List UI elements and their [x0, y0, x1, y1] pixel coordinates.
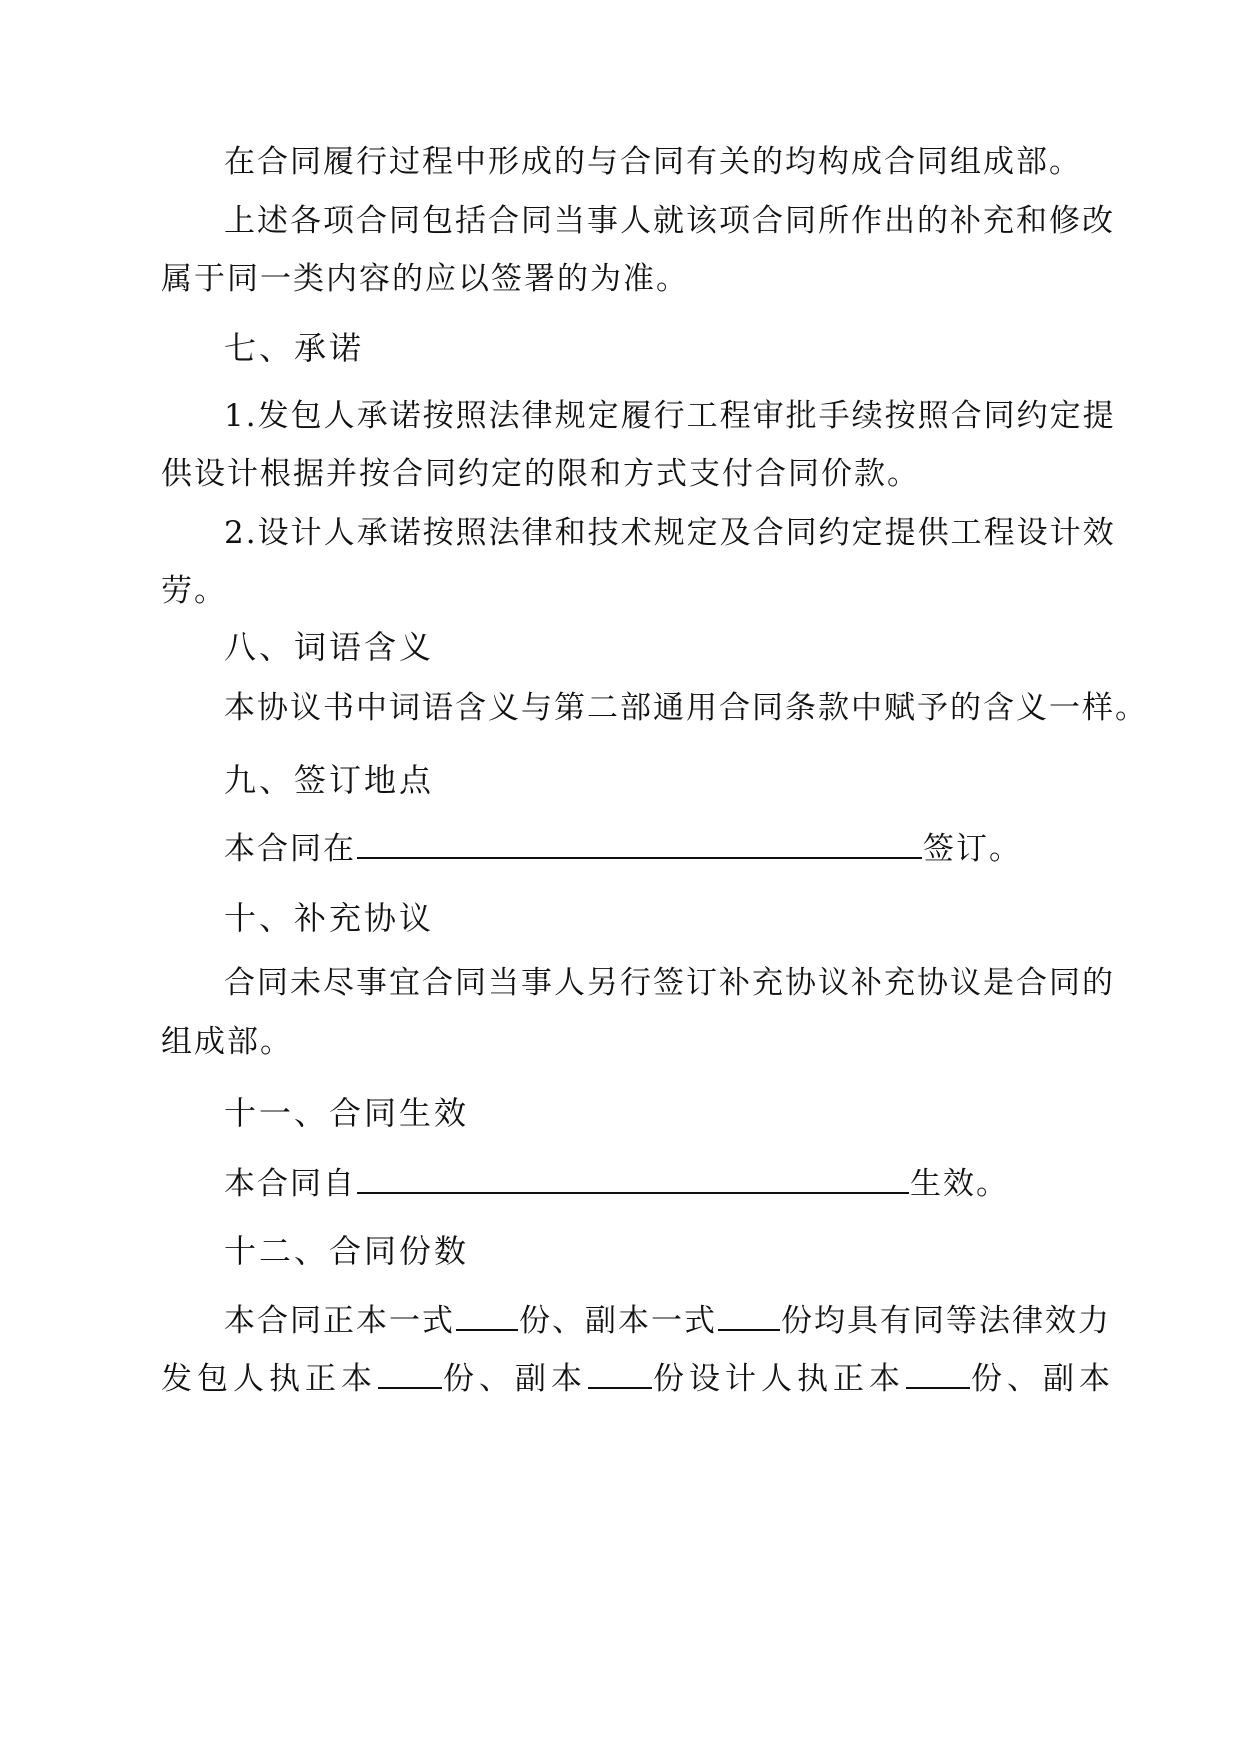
paragraph-line: 1.发包人承诺按照法律规定履行工程审批手续按照合同约定提 [224, 398, 1116, 434]
text-segment: 签订。 [923, 831, 1022, 867]
effective-date-blank[interactable] [357, 1162, 909, 1194]
paragraph-line: 组成部。 [161, 1024, 293, 1060]
effective-date-line [224, 1162, 1009, 1202]
text-segment: 份、副本 [971, 1361, 1115, 1397]
text-segment: 本合同正本一式 [224, 1303, 455, 1339]
paragraph-line: 劳。 [161, 573, 227, 609]
text-segment: 份设计人执正本 [653, 1361, 905, 1397]
text-segment: 份、副本一式 [519, 1303, 717, 1339]
paragraph-line: 本协议书中词语含义与第二部通用合同条款中赋予的含义一样。 [224, 690, 1148, 726]
text-segment: 份均具有同等法律效力 [781, 1303, 1111, 1339]
designer-original-blank[interactable] [906, 1357, 970, 1389]
copies-distribution-line [161, 1357, 1115, 1397]
section-heading-9: 九、签订地点 [224, 761, 435, 799]
client-original-blank[interactable] [378, 1357, 442, 1389]
paragraph-line: 在合同履行过程中形成的与合同有关的均构成合同组成部。 [224, 144, 1082, 180]
text-segment: 发包人执正本 [161, 1361, 377, 1397]
copies-line [224, 1299, 1111, 1339]
paragraph-line: 属于同一类内容的应以签署的为准。 [161, 261, 689, 297]
text-segment: 份、副本 [443, 1361, 587, 1397]
paragraph-line: 上述各项合同包括合同当事人就该项合同所作出的补充和修改 [224, 203, 1115, 239]
text-segment: 本合同在 [224, 831, 356, 867]
section-heading-11: 十一、合同生效 [224, 1094, 470, 1132]
client-duplicate-blank[interactable] [588, 1357, 652, 1389]
paragraph-line: 供设计根据并按合同约定的限和方式支付合同价款。 [161, 456, 920, 492]
text-segment: 本合同自 [224, 1166, 356, 1202]
text-segment: 生效。 [910, 1166, 1009, 1202]
paragraph-line: 合同未尽事宜合同当事人另行签订补充协议补充协议是合同的 [224, 965, 1115, 1001]
duplicate-copies-blank[interactable] [718, 1299, 780, 1331]
original-copies-blank[interactable] [456, 1299, 518, 1331]
section-heading-10: 十、补充协议 [224, 899, 435, 937]
signing-place-blank[interactable] [357, 827, 922, 859]
signing-place-line [224, 827, 1022, 867]
paragraph-line: 2.设计人承诺按照法律和技术规定及合同约定提供工程设计效 [224, 515, 1116, 551]
section-heading-8: 八、词语含义 [224, 628, 435, 666]
section-heading-12: 十二、合同份数 [224, 1232, 470, 1270]
section-heading-7: 七、承诺 [224, 329, 365, 367]
